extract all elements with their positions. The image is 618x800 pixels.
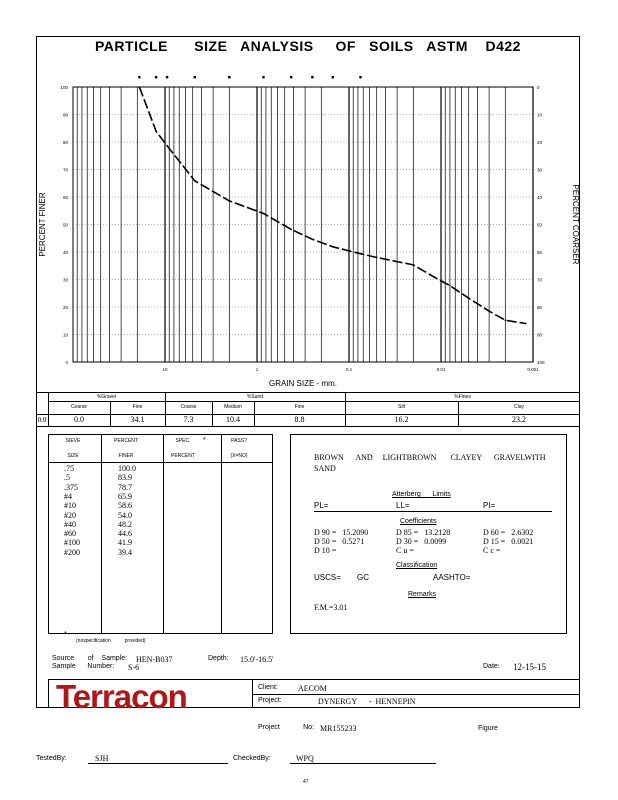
d85-value: D 85 = 13.2128 (396, 528, 451, 537)
client-label: Client: (258, 684, 278, 691)
ll-label: LL= (396, 501, 410, 510)
figure-label: Figure (478, 725, 498, 732)
sieve-header-size: SIZE (67, 453, 79, 459)
y-tick-label-left: 80 (62, 140, 68, 145)
data-point (290, 229, 292, 231)
sieve-header-finer: FINER (118, 453, 134, 459)
sieve-marker (138, 76, 140, 78)
y-tick-label-right: 80 (537, 305, 543, 310)
grain-size-curve (139, 87, 525, 324)
x-tick-label: 0.001 (527, 367, 539, 372)
y-axis-label-right: PERCENT COARSER (571, 184, 580, 265)
fraction-header: Fine (132, 404, 143, 410)
sieve-size: #10 (64, 501, 76, 511)
data-point (229, 200, 231, 202)
pl-label: PL= (314, 501, 329, 510)
data-point (413, 264, 415, 266)
project-number-value: MR155233 (320, 724, 357, 733)
y-tick-label-right: 0 (537, 85, 540, 90)
sieve-marker (228, 76, 230, 78)
y-tick-label-right: 20 (537, 140, 543, 145)
cc-value: C c = (483, 546, 501, 555)
data-point (396, 261, 398, 263)
sieve-header-star: * (203, 437, 206, 444)
depth-value: 15.0'-16.5' (240, 655, 274, 664)
y-tick-label-right: 100 (537, 360, 545, 365)
date-label: Date: (483, 663, 500, 670)
sieve-marker (359, 76, 361, 78)
y-tick-label-left: 70 (62, 167, 68, 173)
tested-by-value: SJH (95, 754, 109, 763)
fraction-header: Fine (294, 404, 305, 410)
cu-value: C u = (396, 546, 414, 555)
depth-label: Depth: (208, 655, 229, 662)
d90-value: D 90 = 15.2090 (314, 528, 369, 537)
data-point (263, 213, 265, 215)
sieve-percent-finer: 39.4 (118, 547, 132, 557)
project-number-label: Project No: (258, 724, 315, 731)
data-point (505, 319, 507, 321)
fraction-header: Medium (224, 404, 242, 410)
data-point (488, 310, 490, 312)
d50-value: D 50 = 0.5271 (314, 537, 365, 546)
sieve-marker (290, 76, 292, 78)
y-axis-label-left: PERCENT FINER (38, 192, 47, 257)
soil-description: BROWN AND LIGHTBROWN CLAYEY GRAVELWITH SAND (314, 453, 548, 473)
fractions-left-value: 0.0 (37, 416, 47, 424)
footnote-text: (nospecification provided) (76, 638, 146, 644)
d60-value: D 60 = 2.6302 (483, 528, 534, 537)
sieve-header-spec-bottom: PERCENT (171, 453, 195, 459)
sieve-percent-finer: 65.9 (118, 491, 132, 501)
sieve-percent-finer: 44.6 (118, 529, 132, 539)
y-tick-label-left: 60 (62, 195, 68, 200)
fraction-header: Coarse (70, 404, 88, 410)
data-point (449, 285, 451, 287)
fraction-value: 10.4 (226, 415, 240, 424)
sand-label: %Sand (246, 394, 264, 400)
y-tick-label-left: 90 (62, 112, 68, 118)
coefficients-title: Coefficients (400, 518, 437, 525)
page-number: 47 (303, 779, 309, 785)
aashto-label: AASHTO= (433, 573, 471, 582)
fraction-header: Coarse (180, 404, 197, 410)
sieve-marker (311, 76, 313, 78)
sieve-marker (332, 76, 334, 78)
data-point (433, 276, 435, 278)
data-point (376, 257, 378, 259)
sieve-size: #4 (64, 491, 72, 501)
data-point (360, 253, 362, 255)
tested-by-label: TestedBy: (36, 755, 67, 762)
sieve-size: #100 (64, 538, 80, 548)
sieve-marker (194, 76, 196, 78)
d30-value: D 30 = 0.0099 (396, 537, 447, 546)
fraction-value: 7.3 (183, 415, 194, 424)
x-axis-label: GRAIN SIZE - mm. (269, 379, 337, 388)
sieve-marker (166, 76, 168, 78)
y-tick-label-right: 70 (537, 277, 543, 283)
atterberg-title: Atterberg Limits (392, 491, 451, 498)
data-point (166, 145, 168, 147)
sieve-percent-finer: 54.0 (118, 510, 132, 520)
sieve-header-spec-top: SPEC. (175, 438, 191, 444)
sieve-size: .375 (64, 482, 78, 492)
y-tick-label-right: 90 (537, 332, 543, 338)
sieve-size: #60 (64, 529, 76, 539)
client-value: AECOM (298, 684, 327, 693)
source-value: HEN-B037 (136, 655, 173, 664)
x-tick-label: 0.01 (436, 367, 446, 372)
checked-by-value: WPQ (296, 754, 314, 763)
sieve-marker (155, 76, 157, 78)
remarks-title: Remarks (408, 591, 437, 598)
sieve-size: #20 (64, 510, 76, 520)
x-tick-label: 1 (255, 367, 259, 372)
fraction-header: Clay (513, 404, 524, 410)
source-label: Source of Sample: (52, 655, 128, 662)
fraction-header: Silt (398, 404, 405, 410)
fraction-value: 8.8 (294, 415, 305, 424)
report-title: PARTICLE SIZE ANALYSIS OF SOILS ASTM D422 (95, 38, 521, 54)
footnote-star: * (64, 631, 67, 638)
sieve-size: #40 (64, 519, 76, 529)
sample-number-value: S-6 (128, 663, 140, 672)
data-point (312, 239, 314, 241)
fm-value: F.M.=3.01 (314, 603, 348, 612)
fines-label: %Fines (454, 394, 471, 400)
y-tick-label-left: 40 (62, 250, 68, 255)
data-point (525, 323, 527, 325)
uscs-value: GC (357, 573, 369, 582)
y-tick-label-right: 40 (537, 195, 543, 200)
pi-label: PI= (483, 501, 496, 510)
y-tick-label-left: 100 (60, 85, 68, 90)
checked-by-label: CheckedBy: (233, 755, 271, 762)
sample-number-label: Sample Number: (52, 663, 115, 670)
sieve-percent-finer: 83.9 (118, 473, 132, 483)
sieve-size: .75 (64, 464, 74, 473)
fraction-value: 34.1 (130, 415, 145, 424)
sieve-percent-finer: 78.7 (118, 482, 132, 492)
fraction-value: 0.0 (74, 415, 84, 424)
data-point (139, 86, 141, 88)
y-tick-label-left: 10 (62, 332, 68, 338)
y-tick-label-left: 50 (62, 222, 68, 228)
x-tick-label: 10 (162, 367, 168, 372)
terracon-logo: Terracon (56, 678, 187, 715)
sieve-marker (262, 76, 264, 78)
uscs-label: USCS= (314, 573, 341, 582)
sieve-header-percent-top: PERCENT (114, 438, 138, 444)
project-label: Project: (258, 697, 282, 704)
y-tick-label-left: 30 (62, 277, 68, 283)
fraction-value: 16.2 (394, 415, 409, 424)
sieve-header-pass-bottom: (X=NO) (230, 453, 248, 459)
sieve-header-size-top: SIEVE (65, 438, 81, 444)
classification-title: Classification (396, 562, 438, 569)
data-point (194, 180, 196, 182)
sieve-percent-finer: 58.6 (118, 501, 132, 511)
gravel-label: %Gravel (96, 394, 117, 400)
data-point (468, 297, 470, 299)
y-tick-label-left: 0 (65, 360, 68, 365)
sieve-percent-finer: 48.2 (118, 519, 132, 529)
sieve-header-pass-top: PASS? (231, 438, 247, 444)
project-value: DYNERGY - HENNEPIN (318, 697, 416, 706)
y-tick-label-right: 10 (537, 112, 543, 118)
y-tick-label-right: 30 (537, 167, 543, 173)
x-tick-label: 0.1 (345, 367, 353, 372)
y-tick-label-right: 60 (537, 250, 543, 255)
d15-value: D 15 = 0.0021 (483, 537, 534, 546)
date-value: 12-15-15 (513, 662, 546, 672)
sieve-size: #200 (64, 547, 80, 557)
data-point (332, 246, 334, 248)
y-tick-label-right: 50 (537, 222, 543, 228)
sieve-size: .5 (64, 473, 70, 483)
sieve-percent-finer: 41.9 (118, 538, 132, 548)
fraction-value: 23.2 (512, 415, 526, 424)
sieve-percent-finer: 100.0 (118, 464, 136, 473)
y-tick-label-left: 20 (62, 305, 68, 310)
data-point (155, 130, 157, 132)
d10-value: D 10 = (314, 546, 337, 555)
